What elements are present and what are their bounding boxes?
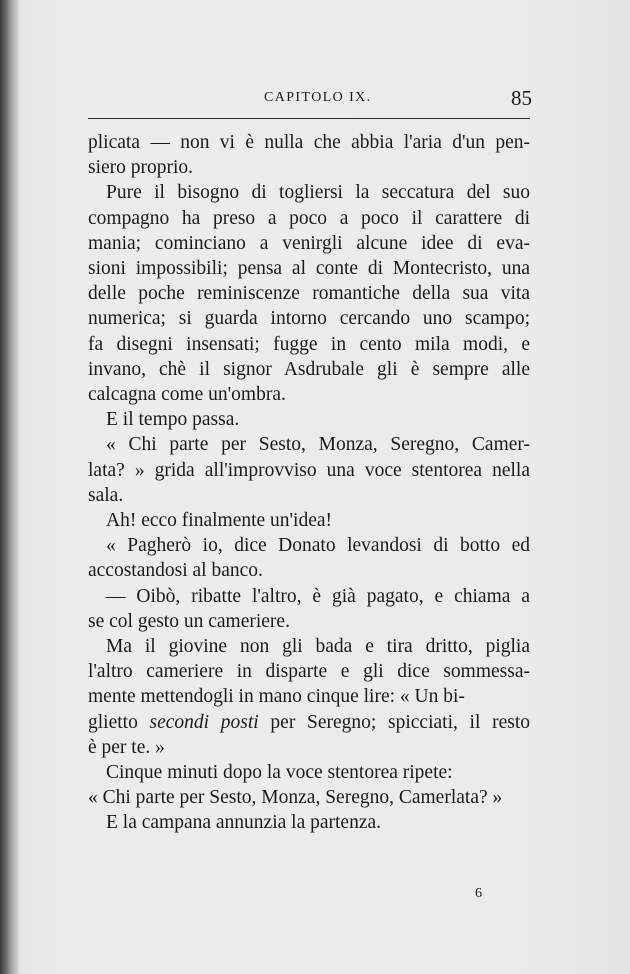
text-line: mania; cominciano a venirgli alcune idee di eva- bbox=[88, 232, 530, 254]
paragraph bbox=[88, 432, 530, 508]
text-line: è per te. » bbox=[88, 736, 165, 758]
text-line: sala. bbox=[88, 484, 124, 506]
italic-phrase: secondi posti bbox=[149, 711, 259, 733]
header-rule bbox=[88, 118, 530, 119]
paragraph bbox=[88, 508, 530, 533]
text-line: glietto secondi posti per Seregno; spicciati, il resto bbox=[88, 711, 530, 733]
text-line: sioni impossibili; pensa al conte di Montecristo, una bbox=[88, 258, 530, 280]
text-line: Ah! ecco finalmente un'idea! bbox=[106, 510, 333, 532]
text-line: mente mettendogli in mano cinque lire: « Un bi- bbox=[88, 686, 465, 708]
text-line: E il tempo passa. bbox=[106, 409, 240, 431]
text-line: lata? » grida all'improvviso una voce stentorea nella bbox=[88, 459, 530, 481]
text-line: « Pagherò io, dice Donato levandosi di botto ed bbox=[106, 535, 530, 557]
paragraph bbox=[88, 130, 530, 180]
paragraph bbox=[88, 180, 530, 407]
text-line: compagno ha preso a poco a poco il carattere di bbox=[88, 207, 530, 229]
book-spine-shadow bbox=[0, 0, 20, 974]
text-line: calcagna come un'ombra. bbox=[88, 384, 286, 406]
text-line: Ma il giovine non gli bada e tira dritto, piglia bbox=[106, 636, 530, 658]
text-line: E la campana annunzia la partenza. bbox=[106, 812, 382, 834]
paragraph bbox=[88, 634, 530, 710]
text-line: « Chi parte per Sesto, Monza, Seregno, Camerlata? » bbox=[88, 787, 503, 809]
signature-mark: 6 bbox=[475, 886, 482, 901]
paragraph bbox=[88, 710, 530, 760]
body-text bbox=[88, 130, 530, 836]
page-number: 85 bbox=[511, 86, 532, 110]
text-line: Cinque minuti dopo la voce stentorea ripete: bbox=[106, 762, 453, 784]
paragraph bbox=[88, 584, 530, 634]
paragraph bbox=[88, 407, 530, 432]
text-line: plicata — non vi è nulla che abbia l'aria d'un pen- bbox=[88, 132, 530, 153]
paragraph bbox=[88, 785, 530, 810]
text-line: numerica; si guarda intorno cercando uno scampo; bbox=[88, 308, 530, 330]
paragraph bbox=[88, 533, 530, 583]
text-line: « Chi parte per Sesto, Monza, Seregno, Camer- bbox=[106, 434, 530, 456]
text-line: — Oibò, ribatte l'altro, è già pagato, e chiama a bbox=[106, 585, 530, 607]
text-line: fa disegni insensati; fugge in cento mila modi, e bbox=[88, 333, 530, 355]
text-line: l'altro cameriere in disparte e gli dice sommessa- bbox=[88, 661, 530, 683]
text-line: se col gesto un cameriere. bbox=[88, 610, 290, 632]
chapter-heading: CAPITOLO IX. bbox=[264, 90, 372, 105]
paragraph bbox=[88, 810, 530, 835]
text-line: siero proprio. bbox=[88, 157, 194, 179]
text-line: delle poche reminiscenze romantiche della sua vita bbox=[88, 283, 530, 305]
text-line: invano, chè il signor Asdrubale gli è sempre alle bbox=[88, 358, 530, 380]
text-line: Pure il bisogno di togliersi la seccatura del suo bbox=[106, 182, 530, 204]
paragraph bbox=[88, 760, 530, 785]
running-head bbox=[88, 84, 534, 114]
text-line: accostandosi al banco. bbox=[88, 560, 263, 582]
